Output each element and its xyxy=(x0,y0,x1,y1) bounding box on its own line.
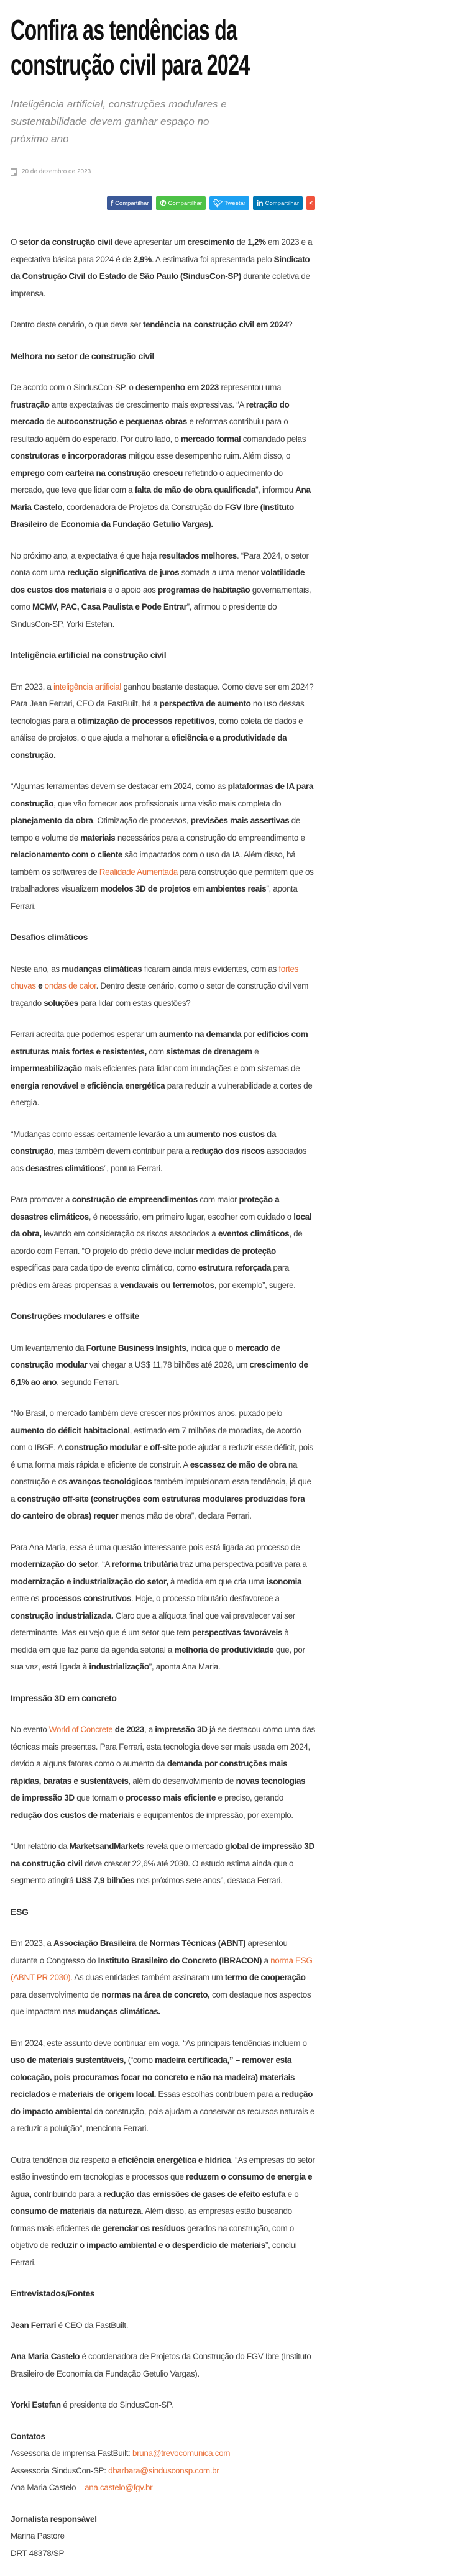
bold-text: Contatos xyxy=(11,2431,45,2441)
bold-text: Fortune Business Insights xyxy=(86,1343,186,1353)
paragraph xyxy=(11,316,315,334)
section-heading xyxy=(11,1904,315,1921)
bold-text: Instituto Brasileiro do Concreto (IBRACON) xyxy=(98,1955,262,1965)
text-run: de xyxy=(44,417,57,426)
text-run: Assessoria SindusCon-SP: xyxy=(11,2465,109,2475)
text-run: e equipamentos de impressão, por exemplo. xyxy=(134,1810,293,1820)
bold-text: processos construtivos xyxy=(41,1594,131,1603)
text-run: Assessoria de imprensa FastBuilt: xyxy=(11,2449,132,2458)
text-run: ? xyxy=(288,320,293,329)
paragraph xyxy=(11,1191,315,1294)
text-run: , mas também devem contribuir para a xyxy=(53,1146,192,1156)
text-run: e xyxy=(50,2090,59,2099)
text-run: deve apresentar um xyxy=(112,237,188,247)
text-run: ficaram ainda mais evidentes, com as xyxy=(142,964,279,974)
bold-text: perspectivas favoráveis xyxy=(192,1628,283,1637)
text-run: por xyxy=(241,1030,257,1039)
bold-text: avanços tecnológicos xyxy=(68,1477,152,1486)
bold-text: tendência na construção civil em 2024 xyxy=(142,320,288,329)
bold-text: novas tecnologias de impressão 3D xyxy=(11,1776,306,1802)
text-run: e preciso, gerando xyxy=(215,1793,283,1802)
paragraph xyxy=(11,1539,315,1676)
text-run: já se destacou como uma das técnicas mais presentes. Para Ferrari, esta tecnologia deve ser mais usada em 2024, devido a alguns fatores como o aumento da xyxy=(11,1725,315,1768)
text-run: comandado pelas xyxy=(241,434,306,444)
bold-text: de 2023 xyxy=(112,1725,144,1734)
text-run: que tornam o xyxy=(74,1793,126,1802)
bold-text: emprego com carteira na construção cresceu xyxy=(11,468,183,478)
text-run: (“como xyxy=(126,2055,155,2065)
inline-link[interactable]: fortes chuvas xyxy=(11,964,299,990)
paragraph xyxy=(11,2035,315,2137)
text-run: na construção e os xyxy=(11,1459,298,1486)
text-run: refletindo o aquecimento do mercado, que teve que lidar com a xyxy=(11,468,283,495)
text-run: ”, aponta Ana Maria. xyxy=(149,1662,221,1671)
bold-text: local da obra, xyxy=(11,1212,312,1238)
facebook-icon: f xyxy=(111,199,114,208)
text-run: para reduzir a vulnerabilidade a cortes de energia. xyxy=(11,1080,313,1107)
bold-text: desastres climáticos xyxy=(25,1163,104,1173)
bold-text: modernização e industrialização do setor, xyxy=(11,1576,168,1586)
text-run: em xyxy=(190,884,206,893)
bold-text: eventos climáticos xyxy=(218,1229,290,1238)
bold-text: crescimento xyxy=(187,237,235,247)
info-line xyxy=(11,2528,315,2545)
bold-text: redução das emissões de gases de efeito estufa xyxy=(103,2189,286,2199)
text-run: é presidente do SindusCon-SP. xyxy=(60,2400,173,2409)
bold-text: mudanças climáticas. xyxy=(78,2007,160,2016)
bold-text: volatilidade dos custos dos materiais xyxy=(11,568,305,595)
bold-text: proteção a desastres climáticos xyxy=(11,1195,280,1222)
text-run: ante expectativas de crescimento mais expressivas. “A xyxy=(49,400,246,409)
info-line xyxy=(11,2445,315,2462)
text-run: . “A xyxy=(98,1560,112,1569)
text-run: Em 2023, a xyxy=(11,1939,53,1948)
bold-text: autoconstrução e pequenas obras xyxy=(57,417,187,426)
bold-text: global de impressão 3D na construção civil xyxy=(11,1842,314,1868)
text-run: Para promover a xyxy=(11,1195,72,1204)
text-run: gerados na construção, com o objetivo de xyxy=(11,2223,294,2250)
bold-text: impressão 3D xyxy=(155,1725,208,1734)
twitter-icon: 🐦︎ xyxy=(213,199,223,208)
share-facebook-button[interactable] xyxy=(107,196,152,210)
text-run: com destaque nos aspectos que impactam nas xyxy=(11,1989,311,2016)
text-run: de xyxy=(234,237,248,247)
text-run: são impactados com o uso da IA. Além disso, há também os softwares de xyxy=(11,850,296,877)
bold-text: mercado formal xyxy=(181,434,241,444)
share-whatsapp-label: Compartilhar xyxy=(168,199,202,207)
text-run: Impressão 3D em concreto xyxy=(11,1692,117,1703)
text-run: em 2023 e a expectativa básica para 2024 é de xyxy=(11,237,313,264)
text-run: para desenvolvimento de xyxy=(11,1989,102,1999)
bold-text: demanda por construções mais rápidas, baratas e sustentáveis xyxy=(11,1759,288,1786)
bold-text: US$ 7,9 bilhões xyxy=(75,1876,135,1885)
section-heading xyxy=(11,929,315,946)
bold-text: estrutura reforçada xyxy=(198,1263,272,1272)
bold-text: materiais xyxy=(80,833,116,843)
bold-text: materiais de origem local. xyxy=(58,2090,156,2099)
text-run: Essas escolhas contribuem para a xyxy=(155,2090,282,2099)
bold-text: falta de mão de obra qualificada xyxy=(134,485,256,495)
bold-text: reduzem o consumo de energia e água, xyxy=(11,2172,313,2199)
text-run: no uso dessas tecnologias para a xyxy=(11,699,305,726)
text-run: , a xyxy=(144,1725,155,1734)
bold-text: modernização do setor xyxy=(11,1560,98,1569)
paragraph xyxy=(11,678,315,764)
share-facebook-label: Compartilhar xyxy=(115,199,149,207)
text-run: Melhora no setor de construção civil xyxy=(11,350,154,361)
bold-text: reforma tributária xyxy=(111,1560,178,1569)
bold-text: redução dos riscos xyxy=(191,1146,265,1156)
text-run: Entrevistados/Fontes xyxy=(11,2288,95,2298)
bold-text: setor da construção civil xyxy=(19,237,112,247)
calendar-icon xyxy=(11,168,17,176)
bold-text: eficiência energética xyxy=(86,1080,165,1090)
text-run: específicas para cada tipo de evento climático, como xyxy=(11,1263,198,1272)
bold-text: aumento do déficit habitacional xyxy=(11,1425,130,1435)
share-twitter-button[interactable] xyxy=(209,196,249,210)
paragraph xyxy=(11,2317,315,2334)
paragraph xyxy=(11,379,315,533)
whatsapp-icon: ✆ xyxy=(160,199,167,208)
paragraph xyxy=(11,2348,315,2382)
text-run: O xyxy=(11,237,19,247)
bold-text: Ana Maria Castelo xyxy=(11,485,311,512)
bold-text: MarketsandMarkets xyxy=(69,1842,144,1851)
bold-text: retração do mercado xyxy=(11,400,290,426)
text-run: ”, afirmou o presidente do SindusCon-SP, Yorki Estefan. xyxy=(11,602,277,629)
bold-text: previsões mais assertivas xyxy=(190,816,290,825)
text-run: . A estimativa foi apresentada pelo xyxy=(151,254,274,264)
paragraph xyxy=(11,1340,315,1391)
bold-text: perspectiva de aumento xyxy=(159,699,251,708)
text-run: , de acordo com Ferrari. “O projeto do prédio deve incluir xyxy=(11,1229,303,1256)
bold-text: impermeabilização xyxy=(11,1064,82,1073)
text-run: , por exemplo”, sugere. xyxy=(214,1280,296,1290)
text-run: deve crescer 22,6% até 2030. O estudo estima ainda que o segmento atingirá xyxy=(11,1858,294,1885)
text-run: . Além disso, as empresas estão buscando formas mais eficientes de xyxy=(11,2206,292,2233)
text-run: é CEO da FastBuilt. xyxy=(56,2320,129,2330)
bold-text: Ana Maria Castelo xyxy=(11,2352,80,2361)
text-run: Ferrari acredita que podemos esperar um xyxy=(11,1030,159,1039)
text-run: mitigou esse desempenho ruim. Além disso, o xyxy=(126,451,291,460)
text-run: “Algumas ferramentas devem se destacar em 2024, como as xyxy=(11,782,228,791)
text-run: representou uma xyxy=(218,383,282,392)
text-run: Neste ano, as xyxy=(11,964,62,974)
bold-text: ambientes reais xyxy=(206,884,267,893)
inline-link[interactable]: dbarbara@sindusconsp.com.br xyxy=(108,2465,219,2475)
share-linkedin-button[interactable] xyxy=(253,196,303,210)
bold-text: construção off-site (construções com estruturas modulares produzidas fora do canteiro de obras) requer xyxy=(11,1494,305,1520)
text-run: é coordenadora de Projetos da Construção do FGV Ibre (Instituto Brasileiro de Economia da Fundação Getulio Vargas). xyxy=(11,2352,311,2378)
bold-text: Associação Brasileira de Normas Técnicas (ABNT) xyxy=(53,1939,246,1948)
inline-link[interactable]: Realidade Aumentada xyxy=(99,867,178,877)
text-run: , como coleta de dados e análise de projetos, o que ajuda a melhorar a xyxy=(11,716,303,742)
paragraph xyxy=(11,961,315,1012)
text-run: “Mudanças como essas certamente levarão a um xyxy=(11,1129,187,1139)
text-run: pode ajudar a reduzir esse déficit, pois é uma forma mais rápida e eficiente de construir. A xyxy=(11,1443,313,1469)
text-run: nos próximos sete anos”, destaca Ferrari. xyxy=(134,1876,283,1885)
info-line xyxy=(11,2462,315,2480)
article-page xyxy=(11,0,315,2562)
inline-link[interactable]: inteligência artificial xyxy=(53,682,121,692)
text-run: e xyxy=(78,1080,87,1090)
info-block xyxy=(11,2511,315,2562)
inline-link[interactable]: World of Concrete xyxy=(48,1725,113,1734)
info-line xyxy=(11,2428,315,2446)
bold-text: relacionamento com o cliente xyxy=(11,850,123,859)
text-run: para lidar com estas questões? xyxy=(78,998,191,1008)
text-run: “No Brasil, o mercado também deve crescer nos próximos anos, puxado pelo xyxy=(11,1409,283,1418)
bold-text: crescimento de 6,1% ao ano xyxy=(11,1360,308,1387)
bold-text: soluções xyxy=(44,998,78,1008)
text-run: vai chegar a US$ 11,78 bilhões até 2028, um xyxy=(87,1360,250,1369)
text-run: , coordenadora de Projetos da Construção do xyxy=(62,502,225,512)
bold-text: planejamento da obra xyxy=(11,816,93,825)
text-run: contribuindo para a xyxy=(31,2189,104,2199)
bold-text: madeira certificada,” – remover esta colocação, pois procuramos focar no concreto e não na madeira) materiais reciclados xyxy=(11,2055,295,2099)
paragraph xyxy=(11,2152,315,2272)
text-run: levando em consideração os riscos associados a xyxy=(41,1229,218,1238)
paragraph xyxy=(11,547,315,633)
text-run: ”, conclui Ferrari. xyxy=(11,2240,297,2267)
bold-text: melhoria de produtividade xyxy=(174,1645,274,1655)
bold-text: eficiência energética e hídrica xyxy=(118,2155,231,2165)
linkedin-icon: in xyxy=(256,199,264,208)
page-title: Confira as tendências da construção civil para 2024 xyxy=(11,14,250,81)
publish-date xyxy=(11,168,315,176)
text-run: , é necessário, em primeiro lugar, escolher com cuidado o xyxy=(88,1212,294,1222)
text-run: e o xyxy=(285,2189,299,2199)
bold-text: otimização de processos repetitivos xyxy=(77,716,214,726)
bold-text: medidas de proteção xyxy=(196,1246,276,1256)
text-run: entre os xyxy=(11,1594,42,1603)
text-run: . “As empresas do setor estão investindo em tecnologias e processos que xyxy=(11,2155,315,2181)
text-run: , além do desenvolvimento de xyxy=(128,1776,236,1786)
text-run: somada a uma menor xyxy=(179,568,262,577)
text-run: mais eficientes para lidar com inundações e com sistemas de xyxy=(81,1064,300,1073)
text-run: No próximo ano, a expectativa é que haja xyxy=(11,550,159,560)
date-text: 20 de dezembro de 2023 xyxy=(22,168,91,175)
text-run: associados aos xyxy=(11,1146,307,1173)
bold-text: construção de empreendimentos xyxy=(71,1195,198,1204)
text-run: No evento xyxy=(11,1725,49,1734)
bold-text: energia renovável xyxy=(11,1080,78,1090)
text-run: menos mão de obra”, declara Ferrari. xyxy=(118,1511,252,1520)
bold-text: programas de habitação xyxy=(157,585,250,595)
text-run: e o apoio aos xyxy=(106,585,158,595)
bold-text: plataformas de IA para construção xyxy=(11,782,313,808)
text-run: ”, informou xyxy=(255,485,296,495)
inline-link[interactable]: norma ESG (ABNT PR 2030). xyxy=(11,1955,313,1982)
text-run: para prédios em áreas propensas a xyxy=(11,1263,290,1290)
text-run: também impulsionam essa tendência, já que a xyxy=(11,1477,311,1504)
text-run: necessários para a construção do empreendimento e xyxy=(115,833,305,843)
text-run: ESG xyxy=(11,1906,29,1917)
text-run: DRT 48378/SP xyxy=(11,2548,65,2558)
text-run: revela que o mercado xyxy=(144,1842,226,1851)
bold-text: 2,9% xyxy=(133,254,152,264)
inline-link[interactable]: ana.castelo@fgv.br xyxy=(85,2483,153,2492)
text-run: ”, aponta Ferrari. xyxy=(11,884,298,911)
bold-text: uso de materiais sustentáveis, xyxy=(11,2055,126,2065)
section-heading xyxy=(11,348,315,365)
bold-text: normas na área de concreto, xyxy=(101,1989,210,1999)
text-run: Em 2024, este assunto deve continuar em voga. “As principais tendências incluem o xyxy=(11,2038,307,2048)
paragraph xyxy=(11,1126,315,1177)
text-run: Construções modulares e offsite xyxy=(11,1311,139,1321)
text-run: , segundo Ferrari. xyxy=(57,1377,119,1387)
article-subtitle: Inteligência artificial, construções modulares e sustentabilidade devem ganhar espaço no próximo ano xyxy=(11,98,227,145)
text-run: à medida em que faz parte da agenda setorial a xyxy=(11,1628,289,1655)
text-run: . Dentro deste cenário, como o setor de construção civil vem traçando xyxy=(11,981,308,1008)
text-run: Ana Maria Castelo – xyxy=(11,2483,85,2492)
text-run: Claro que a alíquota final que vai prevalecer vai ser determinante. Mas eu vejo que é um setor que tem xyxy=(11,1610,295,1637)
text-run: ”, pontua Ferrari. xyxy=(103,1163,163,1173)
text-run: . Otimização de processos, xyxy=(93,816,191,825)
bold-text: reduzir o impacto ambiental e o desperdício de materiais xyxy=(50,2240,265,2250)
text-run: à medida em que cria uma xyxy=(168,1576,267,1586)
bold-text: construtoras e incorporadoras xyxy=(11,451,127,460)
bold-text: isonomia xyxy=(266,1576,302,1586)
text-run: e reformas contribuiu para o resultado aquém do esperado. Por outro lado, o xyxy=(11,417,288,444)
bold-text: vendavais ou terremotos xyxy=(119,1280,214,1290)
text-run: durante coletiva de imprensa. xyxy=(11,272,310,298)
bold-text: 1,2% xyxy=(247,237,266,247)
text-run: De acordo com o SindusCon-SP, o xyxy=(11,383,135,392)
text-run: Inteligência artificial na construção civil xyxy=(11,650,167,660)
inline-link[interactable]: ondas de calor xyxy=(44,981,96,990)
paragraph xyxy=(11,2396,315,2414)
bold-text: edifícios com estruturas mais fortes e resistentes, xyxy=(11,1030,308,1056)
bold-text: aumento nos custos da construção xyxy=(11,1129,277,1156)
bold-text: e xyxy=(35,981,45,990)
text-run: As duas entidades também assinaram um xyxy=(72,1973,225,1982)
bold-text: processo mais eficiente xyxy=(125,1793,216,1802)
bold-text: termo de cooperação xyxy=(224,1973,306,1982)
text-run: , que vão fornecer aos profissionais uma visão mais completa do xyxy=(53,798,282,808)
bold-text: Sindicato da Construção Civil do Estado de São Paulo (SindusCon-SP) xyxy=(11,254,310,281)
info-line xyxy=(11,2479,315,2496)
bold-text: aumento na demanda xyxy=(158,1030,242,1039)
text-run: que, por sua vez, está ligada à xyxy=(11,1645,305,1671)
text-run: Outra tendência diz respeito à xyxy=(11,2155,119,2165)
text-run: l da construção, pois ajudam a conservar os recursos naturais e a reduzir a poluição”, menciona Ferrari. xyxy=(11,2106,315,2133)
paragraph xyxy=(11,1026,315,1112)
text-run: Um levantamento da xyxy=(11,1343,86,1353)
text-run: governamentais, como xyxy=(11,585,311,611)
share-more-button[interactable] xyxy=(306,196,315,210)
text-run: ganhou bastante destaque. Como deve ser em 2024? Para Jean Ferrari, CEO da FastBuilt, há a xyxy=(11,682,314,708)
text-run: e xyxy=(252,1046,259,1056)
text-run: a xyxy=(262,1955,271,1965)
text-run: , estimado em 7 milhões de moradias, de acordo com o IBGE. A xyxy=(11,1425,301,1452)
bold-text: frustração xyxy=(11,400,50,409)
article-body xyxy=(11,234,315,2562)
text-run: . “Para 2024, o setor conta com uma xyxy=(11,550,309,577)
info-line xyxy=(11,2511,315,2528)
share-linkedin-label: Compartilhar xyxy=(265,199,299,207)
bold-text: consumo de materiais da natureza xyxy=(11,2206,142,2216)
bold-text: modelos 3D de projetos xyxy=(100,884,191,893)
bold-text: construção industrializada. xyxy=(11,1610,114,1620)
text-run: , indica que o xyxy=(186,1343,236,1353)
bold-text: industrialização xyxy=(89,1662,149,1671)
text-run: de tempo e volume de xyxy=(11,816,300,843)
bold-text: sistemas de drenagem xyxy=(166,1046,252,1056)
bold-text: gerenciar os resíduos xyxy=(102,2223,185,2233)
inline-link[interactable]: bruna@trevocomunica.com xyxy=(132,2449,231,2458)
share-icon: < xyxy=(309,199,313,207)
bold-text: FGV Ibre (Instituto Brasileiro de Economia da Fundação Getulio Vargas). xyxy=(11,502,294,529)
info-block xyxy=(11,2428,315,2496)
text-run: . Hoje, o processo tributário desfavorece a xyxy=(131,1594,280,1603)
bold-text: MCMV, PAC, Casa Paulista e Pode Entrar xyxy=(32,602,187,611)
bold-text: eficiência e a produtividade da construção. xyxy=(11,733,287,760)
bold-text: Yorki Estefan xyxy=(11,2400,61,2409)
text-run: traz uma perspectiva positiva para a xyxy=(177,1560,307,1569)
bold-text: mudanças climáticas xyxy=(62,964,142,974)
text-run: “Um relatório da xyxy=(11,1842,70,1851)
bold-text: redução dos custos de materiais xyxy=(11,1810,135,1820)
text-run: apresentou durante o Congresso do xyxy=(11,1939,288,1965)
text-run: Para Ana Maria, essa é uma questão interessante pois está ligada ao processo de xyxy=(11,1542,300,1552)
text-run: para construção que permitem que os trabalhadores visualizem xyxy=(11,867,314,893)
share-bar xyxy=(11,196,315,210)
paragraph xyxy=(11,1405,315,1525)
section-heading xyxy=(11,2285,315,2303)
text-run: Em 2023, a xyxy=(11,682,53,692)
paragraph xyxy=(11,778,315,915)
paragraph xyxy=(11,1838,315,1889)
bold-text: resultados melhores xyxy=(158,550,237,560)
bold-text: redução do impacto ambienta xyxy=(11,2090,313,2116)
text-run: com maior xyxy=(197,1195,239,1204)
bold-text: construção modular e off-site xyxy=(64,1443,177,1452)
paragraph xyxy=(11,234,315,302)
section-heading xyxy=(11,1690,315,1707)
section-heading xyxy=(11,647,315,664)
share-twitter-label: Tweetar xyxy=(224,199,245,207)
info-line xyxy=(11,2545,315,2562)
bold-text: desempenho em 2023 xyxy=(135,383,219,392)
text-run: com xyxy=(146,1046,167,1056)
text-run: Dentro deste cenário, o que deve ser xyxy=(11,320,143,329)
text-run: Marina Pastore xyxy=(11,2531,65,2541)
text-run: Desafios climáticos xyxy=(11,932,88,942)
paragraph xyxy=(11,1935,315,2021)
paragraph xyxy=(11,1721,315,1824)
bold-text: Jornalista responsável xyxy=(11,2514,97,2524)
bold-text: Jean Ferrari xyxy=(11,2320,57,2330)
bold-text: redução significativa de juros xyxy=(67,568,180,577)
bold-text: mercado de construção modular xyxy=(11,1343,280,1369)
share-whatsapp-button[interactable] xyxy=(156,196,205,210)
section-heading xyxy=(11,1308,315,1325)
title-container xyxy=(11,0,315,86)
bold-text: escassez de mão de obra xyxy=(190,1459,287,1469)
